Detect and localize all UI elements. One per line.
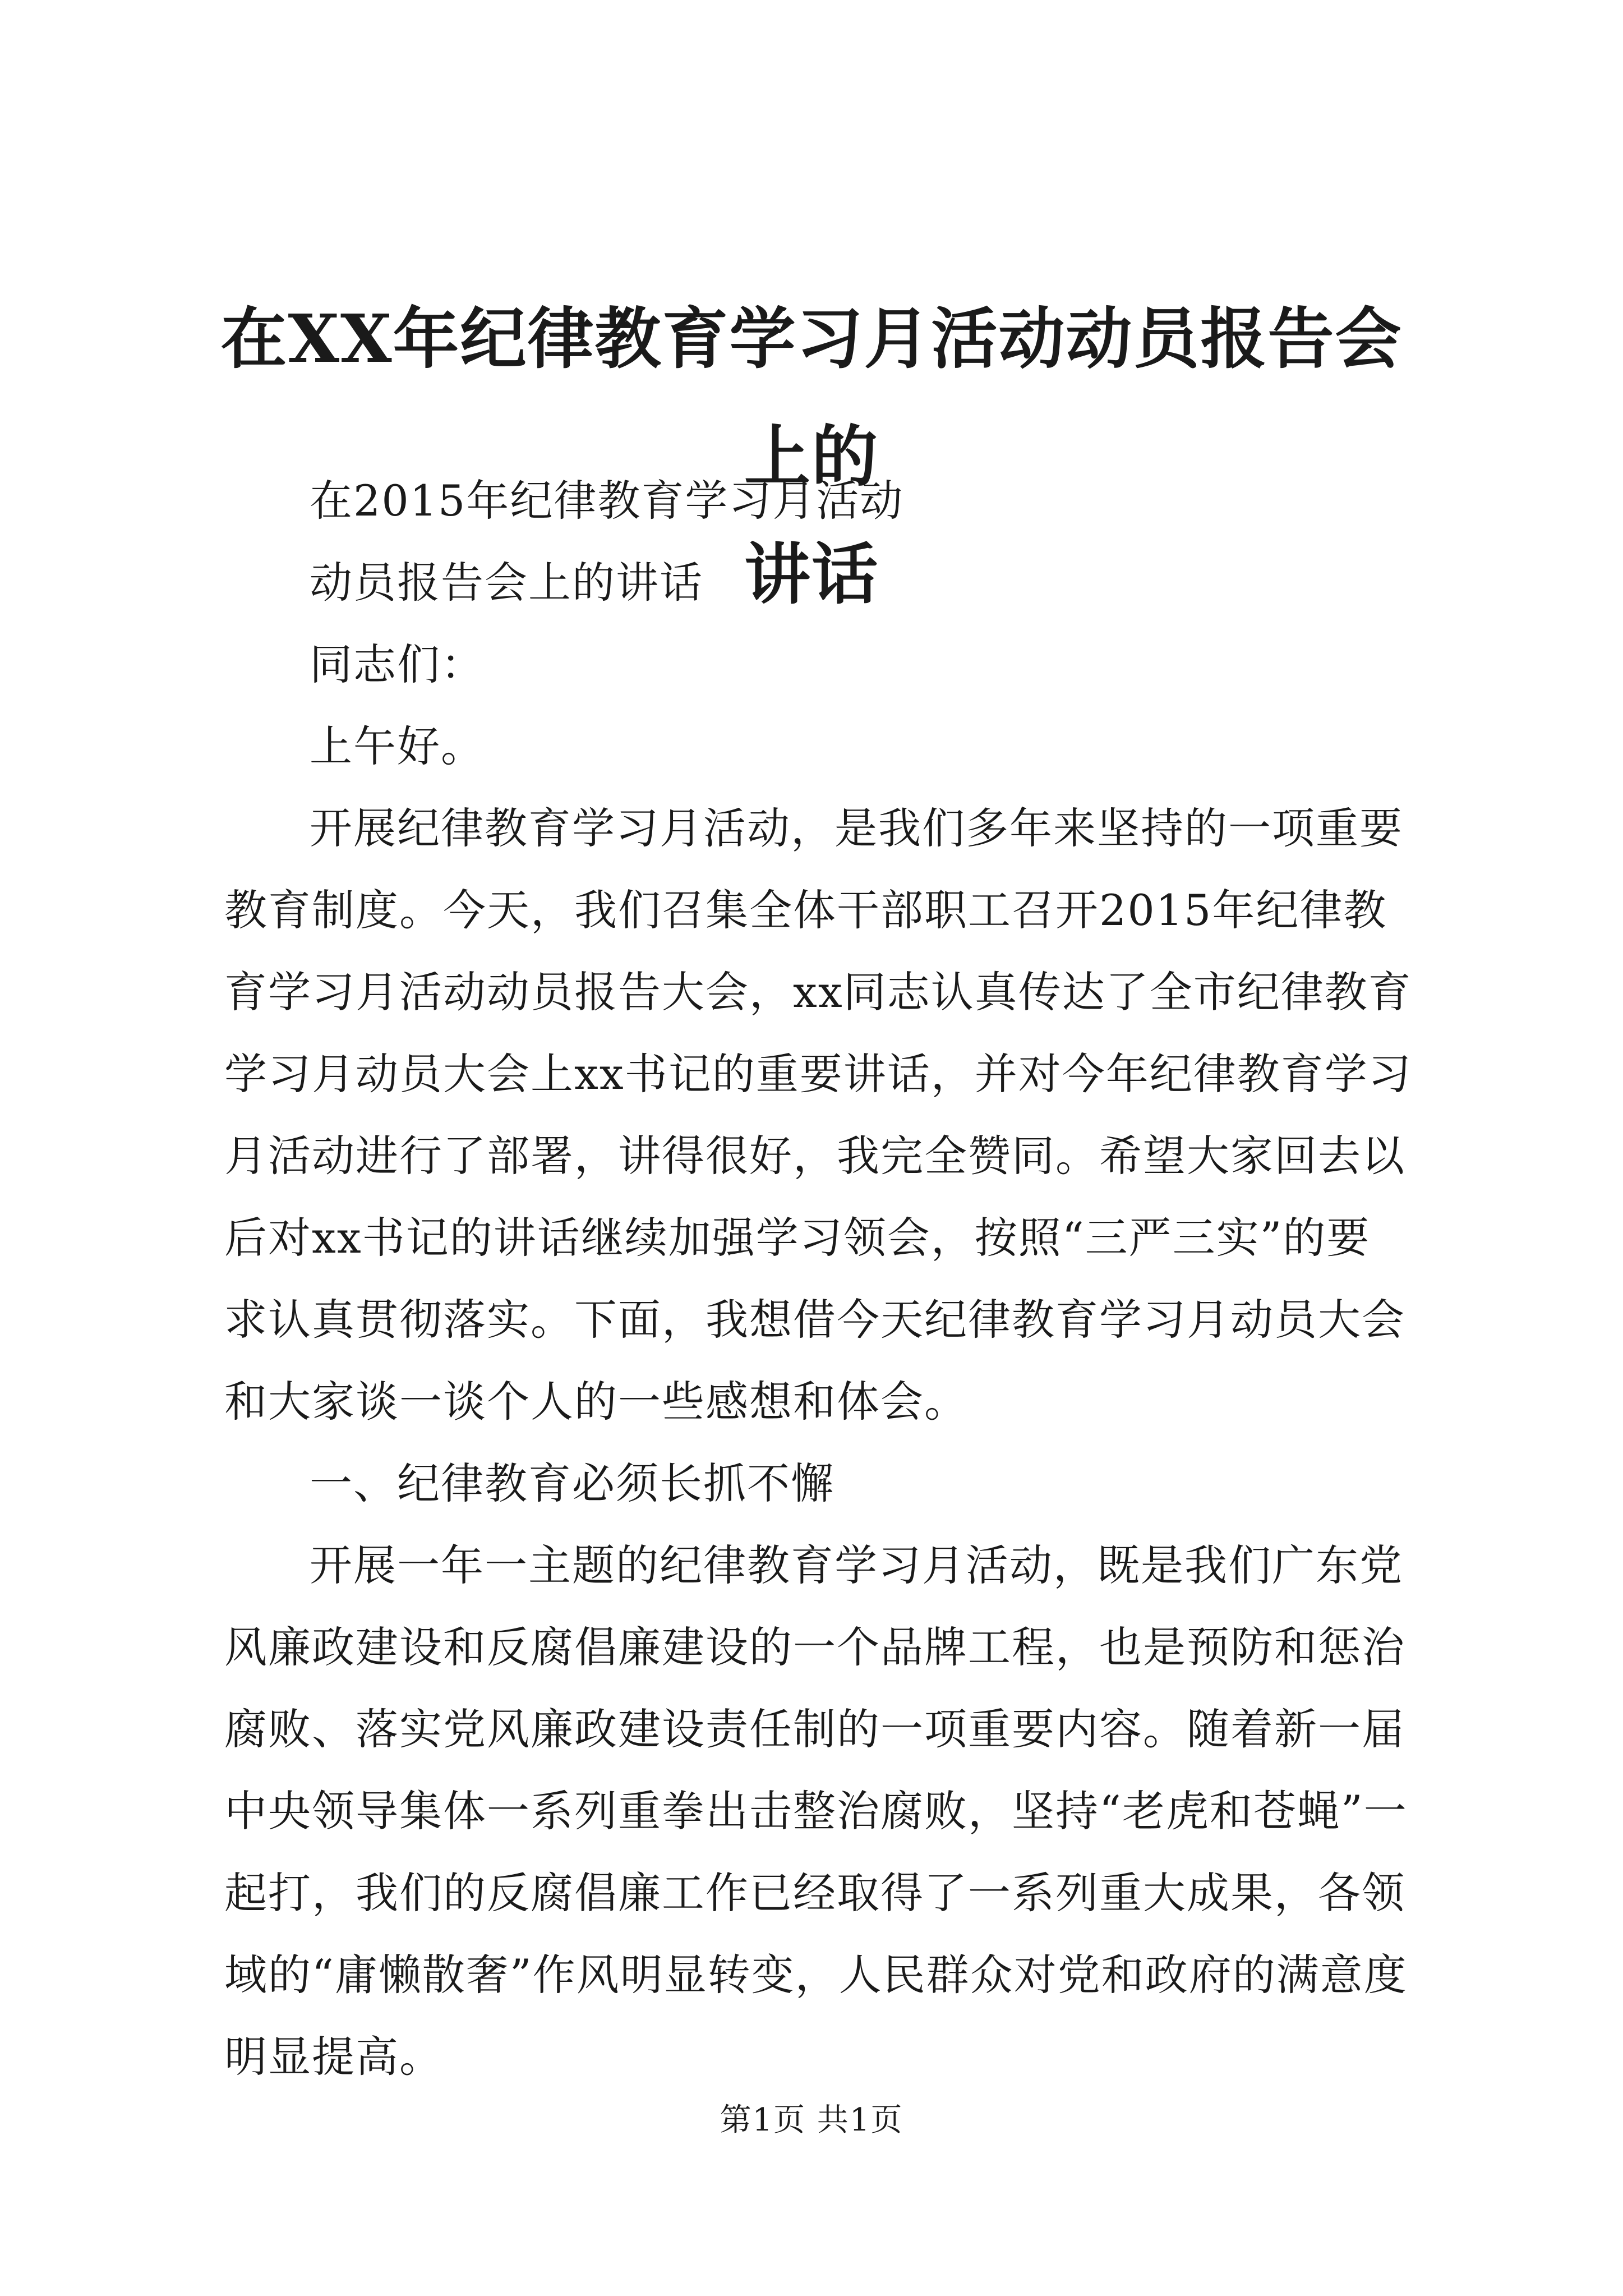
section-heading-1: 一、纪律教育必须长抓不懈 — [310, 1458, 834, 1508]
title-line-1: 在XX年纪律教育学习月活动动员报告会上的 — [220, 300, 1403, 496]
paragraph-section-1: 开展一年一主题的纪律教育学习月活动，既是我们广东党风廉政建设和反腐倡廉建设的一个品牌工程，也是预防和惩治腐败、落实党风廉政建设责任制的一项重要内容。随着新一届中央领导集体一系列重拳出击整治腐败，坚持“老虎和苍蝇”一起打，我们的反腐倡廉工作已经取得了一系列重大成果，各领域的“庸懒散奢”作风明显转变，人民群众对党和政府的满意度明显提高。 — [224, 1540, 1408, 2082]
greeting: 上午好。 — [310, 721, 485, 771]
title-line-2: 讲话 — [744, 535, 879, 614]
salutation: 同志们： — [310, 639, 485, 689]
paragraph-intro: 开展纪律教育学习月活动，是我们多年来坚持的一项重要教育制度。今天，我们召集全体干部职工召开2015年纪律教育学习月活动动员报告大会，xx同志认真传达了全市纪律教育学习月动员大会上xx书记的重要讲话，并对今年纪律教育学习月活动进行了部署，讲得很好，我完全赞同。希望大家回去以后对xx书记的讲话继续加强学习领会，按照“三严三实”的要求认真贯彻落实。下面，我想借今天纪律教育学习月动员大会和大家谈一谈个人的一些感想和体会。 — [224, 803, 1412, 1427]
page-footer: 第1页 共1页 — [720, 2102, 903, 2138]
subtitle-line-1: 在2015年纪律教育学习月活动 — [310, 476, 904, 526]
document-body — [224, 460, 1413, 2098]
subtitle-line-2: 动员报告会上的讲话 — [310, 558, 703, 608]
